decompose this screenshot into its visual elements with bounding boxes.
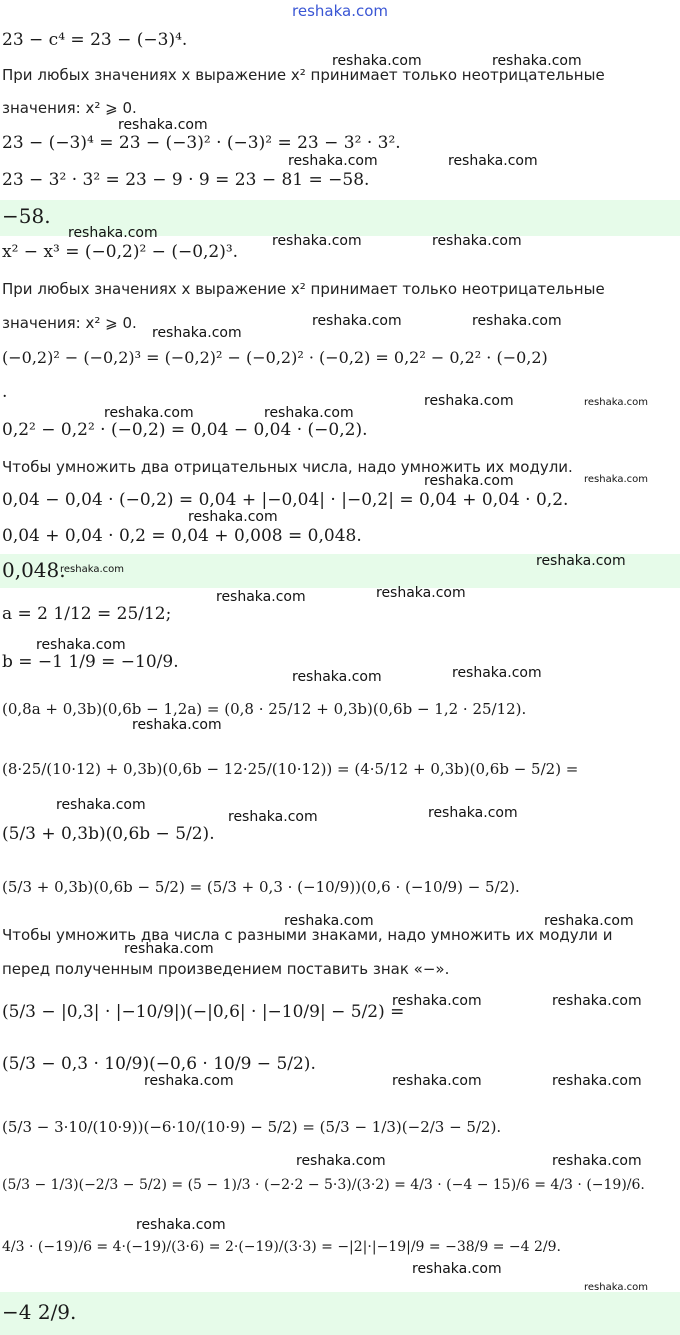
watermark: reshaka.com	[132, 717, 222, 733]
math-line: (5/3 − 3·10/(10·9))(−6·10/(10·9) − 5/2) = (5/3 − 1/3)(−2/3 − 5/2).	[2, 1118, 502, 1136]
watermark: reshaka.com	[432, 233, 522, 249]
watermark: reshaka.com	[392, 1073, 482, 1089]
math-line: (5/3 + 0,3b)(0,6b − 5/2) = (5/3 + 0,3 · (−10/9))(0,6 · (−10/9) − 5/2).	[2, 878, 520, 896]
watermark: reshaka.com	[118, 117, 208, 133]
math-line: 23 − (−3)⁴ = 23 − (−3)² · (−3)² = 23 − 3² · 3².	[2, 133, 401, 153]
watermark: reshaka.com	[424, 393, 514, 409]
answer-text: 0,048.	[2, 558, 66, 582]
answer-text: −58.	[2, 204, 51, 228]
answer-band	[0, 1292, 680, 1335]
watermark: reshaka.com	[412, 1261, 502, 1277]
math-line: (5/3 + 0,3b)(0,6b − 5/2).	[2, 824, 215, 844]
text-line: значения: x² ⩾ 0.	[2, 314, 137, 332]
watermark: reshaka.com	[188, 509, 278, 525]
watermark: reshaka.com	[264, 405, 354, 421]
watermark: reshaka.com	[104, 405, 194, 421]
watermark: reshaka.com	[332, 53, 422, 69]
watermark: reshaka.com	[544, 913, 634, 929]
math-line: 4/3 · (−19)/6 = 4·(−19)/(3·6) = 2·(−19)/(3·3) = −|2|·|−19|/9 = −38/9 = −4 2/9.	[2, 1239, 561, 1255]
site-watermark-top: reshaka.com	[292, 2, 388, 20]
watermark: reshaka.com	[228, 809, 318, 825]
watermark: reshaka.com	[424, 473, 514, 489]
math-line: (5/3 − 1/3)(−2/3 − 5/2) = (5 − 1)/3 · (−2·2 − 5·3)/(3·2) = 4/3 · (−4 − 15)/6 = 4/3 · (−19)/6.	[2, 1177, 645, 1193]
math-line: b = −1 1/9 = −10/9.	[2, 652, 179, 672]
math-line: (0,8a + 0,3b)(0,6b − 1,2a) = (0,8 · 25/12 + 0,3b)(0,6b − 1,2 · 25/12).	[2, 700, 527, 718]
watermark: reshaka.com	[124, 941, 214, 957]
text-line: При любых значениях x выражение x² принимает только неотрицательные	[2, 280, 605, 298]
watermark: reshaka.com	[536, 553, 626, 569]
watermark: reshaka.com	[552, 1153, 642, 1169]
math-line: 23 − 3² · 3² = 23 − 9 · 9 = 23 − 81 = −58.	[2, 170, 370, 190]
text-line: При любых значениях x выражение x² принимает только неотрицательные	[2, 66, 605, 84]
watermark: reshaka.com	[68, 225, 158, 241]
watermark: reshaka.com	[552, 1073, 642, 1089]
watermark: reshaka.com	[452, 665, 542, 681]
watermark: reshaka.com	[60, 564, 124, 575]
math-line: 23 − c⁴ = 23 − (−3)⁴.	[2, 30, 188, 50]
watermark: reshaka.com	[292, 669, 382, 685]
math-line: x² − x³ = (−0,2)² − (−0,2)³.	[2, 242, 239, 262]
math-line: 0,04 + 0,04 · 0,2 = 0,04 + 0,008 = 0,048.	[2, 526, 362, 546]
math-line: (8·25/(10·12) + 0,3b)(0,6b − 12·25/(10·12)) = (4·5/12 + 0,3b)(0,6b − 5/2) =	[2, 760, 579, 778]
text-line: Чтобы умножить два числа с разными знаками, надо умножить их модули и	[2, 926, 613, 944]
watermark: reshaka.com	[492, 53, 582, 69]
watermark: reshaka.com	[284, 913, 374, 929]
math-line: a = 2 1/12 = 25/12;	[2, 604, 172, 624]
math-line: .	[2, 382, 8, 402]
watermark: reshaka.com	[56, 797, 146, 813]
watermark: reshaka.com	[312, 313, 402, 329]
watermark: reshaka.com	[36, 637, 126, 653]
math-line: (−0,2)² − (−0,2)³ = (−0,2)² − (−0,2)² · (−0,2) = 0,2² − 0,2² · (−0,2)	[2, 348, 548, 367]
math-line: 0,2² − 0,2² · (−0,2) = 0,04 − 0,04 · (−0,2).	[2, 420, 368, 440]
watermark: reshaka.com	[472, 313, 562, 329]
watermark: reshaka.com	[144, 1073, 234, 1089]
watermark: reshaka.com	[288, 153, 378, 169]
watermark: reshaka.com	[584, 474, 648, 485]
answer-text: −4 2/9.	[2, 1300, 77, 1324]
watermark: reshaka.com	[216, 589, 306, 605]
watermark: reshaka.com	[448, 153, 538, 169]
watermark: reshaka.com	[272, 233, 362, 249]
watermark: reshaka.com	[584, 397, 648, 408]
text-line: значения: x² ⩾ 0.	[2, 99, 137, 117]
watermark: reshaka.com	[296, 1153, 386, 1169]
watermark: reshaka.com	[392, 993, 482, 1009]
watermark: reshaka.com	[376, 585, 466, 601]
watermark: reshaka.com	[584, 1282, 648, 1293]
math-line: 0,04 − 0,04 · (−0,2) = 0,04 + |−0,04| · |−0,2| = 0,04 + 0,04 · 0,2.	[2, 490, 569, 510]
text-line: Чтобы умножить два отрицательных числа, надо умножить их модули.	[2, 458, 573, 476]
math-line: (5/3 − 0,3 · 10/9)(−0,6 · 10/9 − 5/2).	[2, 1054, 316, 1074]
watermark: reshaka.com	[136, 1217, 226, 1233]
text-line: перед полученным произведением поставить знак «−».	[2, 960, 450, 978]
watermark: reshaka.com	[552, 993, 642, 1009]
math-line: (5/3 − |0,3| · |−10/9|)(−|0,6| · |−10/9| − 5/2) =	[2, 1002, 405, 1022]
watermark: reshaka.com	[428, 805, 518, 821]
watermark: reshaka.com	[152, 325, 242, 341]
